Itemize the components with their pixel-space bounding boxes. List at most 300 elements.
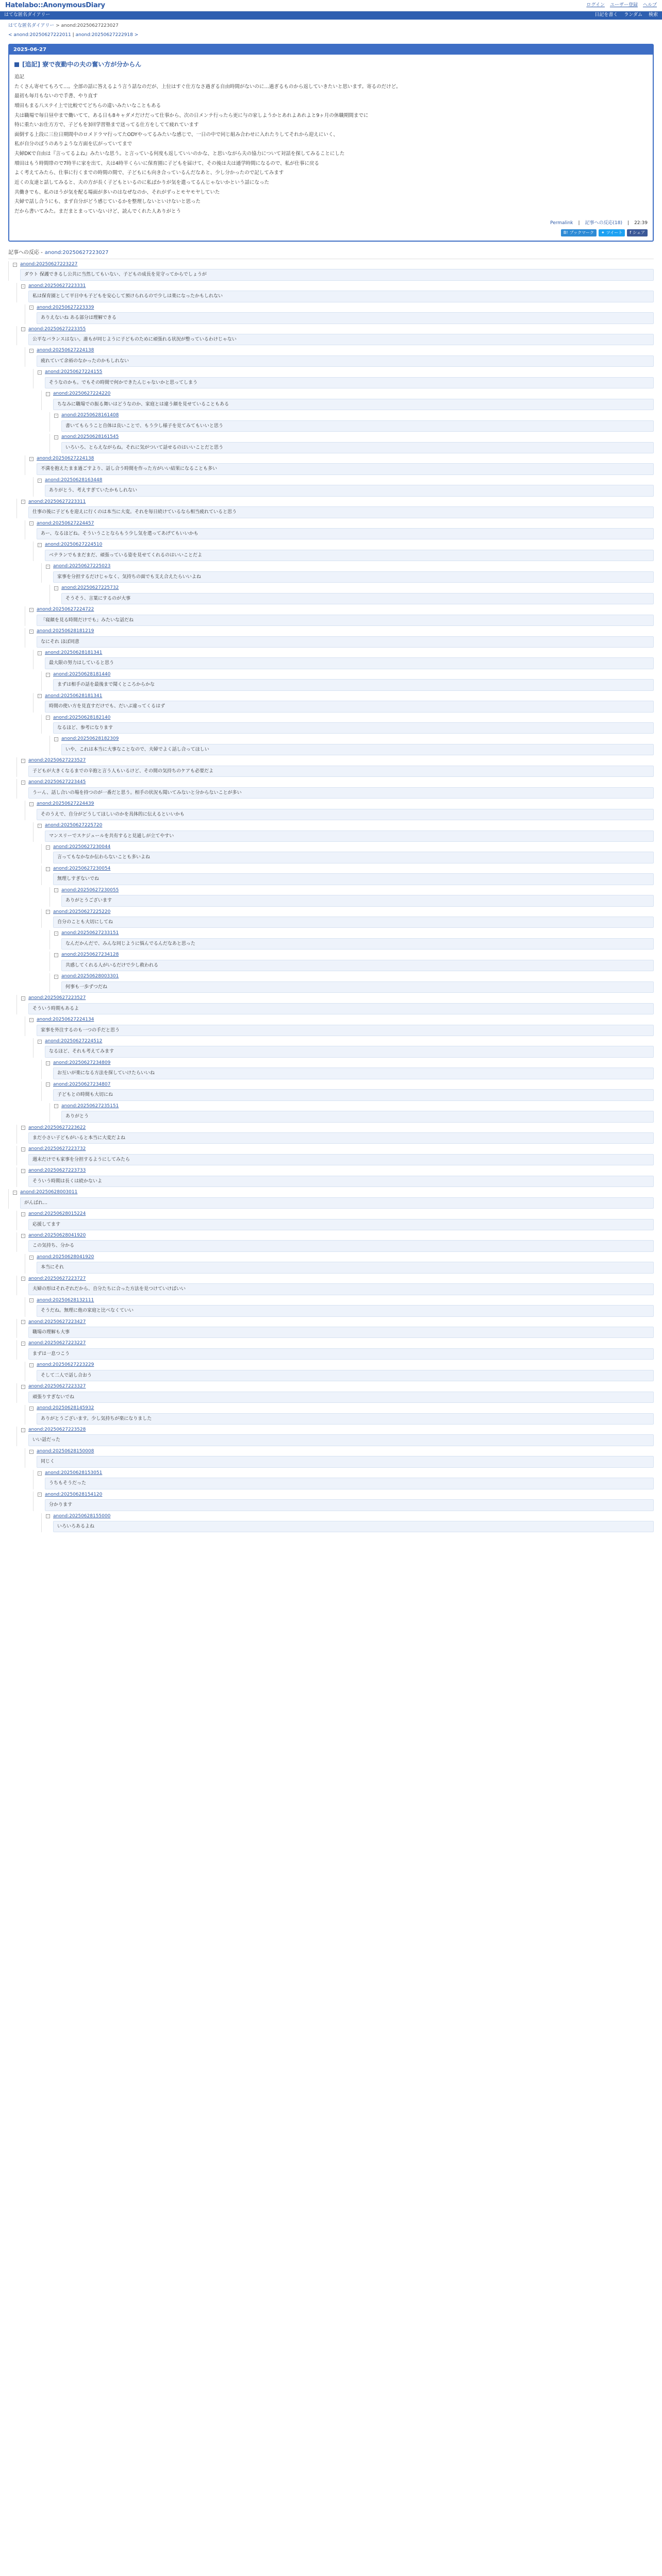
collapse-toggle-icon[interactable]: - bbox=[46, 845, 50, 850]
trackback-item-header bbox=[38, 650, 654, 657]
search-link[interactable]: 検索 bbox=[648, 12, 658, 18]
trackback-parent-link[interactable]: anond:20250627223027 bbox=[44, 249, 109, 256]
facebook-share-button[interactable] bbox=[627, 229, 648, 236]
collapse-toggle-icon[interactable]: - bbox=[46, 565, 50, 569]
trackback-item-header bbox=[13, 1189, 654, 1196]
collapse-toggle-icon[interactable]: - bbox=[21, 996, 25, 1001]
trackback-item-header bbox=[38, 1038, 654, 1045]
collapse-toggle-icon[interactable]: - bbox=[29, 1018, 34, 1022]
trackback-id-link[interactable]: anond:20250627235151 bbox=[61, 1103, 119, 1109]
trackback-id-link[interactable]: anond:20250628003301 bbox=[61, 974, 119, 979]
breadcrumb-home[interactable]: はてな匿名ダイアリー bbox=[8, 23, 55, 28]
trackback-excerpt: ありがとうございます bbox=[61, 895, 654, 906]
trackback-item bbox=[41, 563, 654, 583]
trackback-id-link[interactable]: anond:20250628163448 bbox=[45, 477, 103, 483]
trackback-excerpt: 時間の使い方を見直すだけでも、だいぶ違ってくるはず bbox=[45, 701, 654, 712]
trackback-id-link[interactable]: anond:20250627230055 bbox=[61, 887, 119, 893]
trackback-excerpt: 職場の理解も大事 bbox=[28, 1327, 654, 1338]
trackback-id-link[interactable]: anond:20250627223733 bbox=[28, 1168, 86, 1174]
trackback-item bbox=[41, 909, 654, 928]
trackback-item bbox=[49, 887, 654, 907]
trackback-item-header bbox=[38, 1470, 654, 1477]
trackback-item bbox=[16, 1340, 654, 1360]
trackback-item-header bbox=[29, 1405, 654, 1412]
collapse-toggle-icon[interactable]: - bbox=[13, 1191, 17, 1195]
trackback-item bbox=[41, 1513, 654, 1533]
trackback-excerpt: うーん、話し合いの場を持つのが一番だと思う。相手の状況も聞いてみないと分からないことが多い bbox=[28, 787, 654, 799]
trackback-id-link[interactable]: anond:20250628153051 bbox=[45, 1470, 103, 1476]
trackback-id-link[interactable]: anond:20250627223339 bbox=[37, 304, 94, 310]
trackback-excerpt: そのうえで、自分がどうしてほしいのかを具体的に伝えるといいかも bbox=[37, 809, 654, 820]
main-content bbox=[0, 20, 662, 1532]
tweet-button[interactable] bbox=[599, 229, 625, 236]
collapse-toggle-icon[interactable]: - bbox=[13, 263, 17, 267]
trackback-id-link[interactable]: anond:20250627224138 bbox=[37, 455, 94, 461]
trackback-id-link[interactable]: anond:20250627225023 bbox=[53, 564, 111, 569]
trackback-item bbox=[16, 1427, 654, 1446]
trackback-id-link[interactable]: anond:20250627223327 bbox=[28, 1384, 86, 1389]
collapse-toggle-icon[interactable]: - bbox=[21, 1342, 25, 1346]
trackback-excerpt: 応援してます bbox=[28, 1219, 654, 1230]
trackback-item-header bbox=[29, 606, 654, 614]
trackback-id-link[interactable]: anond:20250628041920 bbox=[37, 1254, 94, 1260]
trackback-excerpt: あー、なるほどね。そういうことならもう少し気を遣ってあげてもいいかも bbox=[37, 528, 654, 539]
trackback-item-header bbox=[54, 930, 654, 937]
collapse-toggle-icon[interactable]: - bbox=[46, 673, 50, 677]
trackback-item-header bbox=[29, 520, 654, 528]
trackback-item-header bbox=[21, 1232, 654, 1240]
entry-paragraph: 最初も毎月もないので手書、やり直す bbox=[14, 93, 98, 99]
trackback-id-link[interactable]: anond:20250628145932 bbox=[37, 1405, 94, 1411]
collapse-toggle-icon[interactable]: - bbox=[38, 1040, 42, 1044]
collapse-toggle-icon[interactable]: - bbox=[54, 586, 58, 590]
trackback-excerpt: 週末だけでも家事を分担するようにしてみたら bbox=[28, 1154, 654, 1165]
trackback-item-header bbox=[21, 1427, 654, 1434]
trackback-item-header bbox=[21, 1276, 654, 1283]
trackback-item bbox=[25, 1254, 654, 1274]
random-link[interactable]: ランダム bbox=[624, 12, 642, 18]
collapse-toggle-icon[interactable]: - bbox=[21, 327, 25, 331]
trackback-excerpt: 公平なバランスはない。誰もが同じように子どものために頑張れる状況が整っているわけじゃない bbox=[28, 334, 654, 345]
trackback-id-link[interactable]: anond:20250627230054 bbox=[53, 866, 111, 871]
trackback-item bbox=[41, 1081, 654, 1101]
trackback-item bbox=[33, 1492, 654, 1511]
trackback-excerpt: なんだかんだで、みんな同じように悩んでるんだなあと思った bbox=[61, 938, 654, 950]
trackback-excerpt: 子どもとの時間も大切にね bbox=[53, 1089, 654, 1100]
collapse-toggle-icon[interactable]: - bbox=[21, 1277, 25, 1281]
trackback-id-link[interactable]: anond:20250627224138 bbox=[37, 348, 94, 353]
collapse-toggle-icon[interactable]: - bbox=[21, 1234, 25, 1238]
trackback-id-link[interactable]: anond:20250627223227 bbox=[20, 261, 78, 267]
trackback-item-header bbox=[21, 1319, 654, 1326]
trackback-id-link[interactable]: anond:20250627225720 bbox=[45, 823, 103, 828]
trackback-id-link[interactable]: anond:20250627223527 bbox=[28, 995, 86, 1001]
trackback-item-header bbox=[46, 563, 654, 570]
entry-title bbox=[14, 60, 648, 69]
entry-paragraph: 夫婦で話し合うにも、まず自分がどう感じているかを整理しないといけないと思った bbox=[14, 199, 201, 205]
trackback-excerpt: 本当にそれ bbox=[37, 1262, 654, 1273]
trackback-item bbox=[41, 671, 654, 691]
trackback-excerpt: そういう時期は長くは続かないよ bbox=[28, 1176, 654, 1187]
trackback-excerpt: ちなみに職場での振る舞いはどうなのか、家庭とは違う顔を見せていることもある bbox=[53, 399, 654, 410]
trackback-id-link[interactable]: anond:20250627234809 bbox=[53, 1060, 111, 1065]
trackback-id-link[interactable]: anond:20250628182309 bbox=[61, 736, 119, 742]
collapse-toggle-icon[interactable]: - bbox=[54, 931, 58, 936]
trackback-id-link[interactable]: anond:20250627234128 bbox=[61, 952, 119, 958]
collapse-toggle-icon[interactable]: - bbox=[38, 651, 42, 655]
trackback-excerpt: 同じく bbox=[37, 1456, 654, 1467]
tweet-label: ツイート bbox=[606, 230, 623, 235]
trackback-id-link[interactable]: anond:20250627224722 bbox=[37, 607, 94, 613]
collapse-toggle-icon[interactable]: - bbox=[21, 284, 25, 289]
trackback-id-link[interactable]: anond:20250627223732 bbox=[28, 1146, 86, 1152]
trackback-id-link[interactable]: anond:20250627223311 bbox=[28, 499, 86, 504]
collapse-toggle-icon[interactable]: - bbox=[21, 1212, 25, 1216]
trackback-item bbox=[25, 1362, 654, 1381]
entry-paragraph: 特に重たいお仕方方で、子どもを3回学習塾まで送ってる仕方をしてて疲れています bbox=[14, 122, 199, 128]
trackback-item bbox=[49, 973, 654, 993]
trackback-item bbox=[25, 1405, 654, 1425]
collapse-toggle-icon[interactable]: - bbox=[29, 802, 34, 806]
trackback-item bbox=[49, 736, 654, 755]
trackback-id-link[interactable]: anond:20250628181219 bbox=[37, 629, 94, 634]
collapse-toggle-icon[interactable]: - bbox=[46, 1061, 50, 1065]
trackback-count-link[interactable]: 記事への反応(18) bbox=[585, 221, 623, 226]
trackback-id-link[interactable]: anond:20250628132111 bbox=[37, 1297, 94, 1303]
trackback-excerpt: この気持ち、分かる bbox=[28, 1240, 654, 1251]
title-square-icon bbox=[14, 62, 19, 67]
collapse-toggle-icon[interactable]: - bbox=[21, 1126, 25, 1130]
trackback-item bbox=[41, 844, 654, 863]
trackback-item-header bbox=[21, 779, 654, 786]
trackback-id-link[interactable]: anond:20250627223528 bbox=[28, 1427, 86, 1432]
collapse-toggle-icon[interactable]: - bbox=[38, 1493, 42, 1497]
collapse-toggle-icon[interactable]: - bbox=[54, 975, 58, 979]
collapse-toggle-icon[interactable]: - bbox=[29, 630, 34, 634]
trackback-item bbox=[49, 412, 654, 432]
trackback-item-header bbox=[54, 585, 654, 592]
trackback-item bbox=[25, 455, 654, 475]
trackback-item bbox=[41, 866, 654, 885]
collapse-toggle-icon[interactable]: - bbox=[21, 1147, 25, 1151]
trackback-id-link[interactable]: anond:20250627223227 bbox=[28, 1341, 86, 1346]
trackback-id-link[interactable]: anond:20250627224134 bbox=[37, 1017, 94, 1023]
entry-title-link[interactable]: [追記] 寮で夜勤中の夫の奮い方が分からん bbox=[22, 61, 142, 68]
collapse-toggle-icon[interactable]: - bbox=[29, 349, 34, 353]
trackback-excerpt: 家事を分担するだけじゃなく、気持ちの面でも支え合えたらいいよね bbox=[53, 571, 654, 583]
trackback-id-link[interactable]: anond:20250628182140 bbox=[53, 715, 111, 720]
trackback-item bbox=[49, 434, 654, 453]
trackback-excerpt: 仕事の後に子どもを迎えに行くのは本当に大変。それを毎日続けているなら相当疲れていると思う bbox=[28, 506, 654, 518]
trackback-id-link[interactable]: anond:20250628181440 bbox=[53, 671, 111, 677]
trackback-item bbox=[25, 1016, 654, 1036]
trackback-id-link[interactable]: anond:20250628161408 bbox=[61, 413, 119, 418]
trackback-item-header bbox=[29, 1362, 654, 1369]
trackback-excerpt: そうなのかも。でもその時間で何かできたんじゃないかと思ってしまう bbox=[45, 377, 654, 388]
trackback-item-header bbox=[54, 434, 654, 441]
trackback-item-header bbox=[54, 887, 654, 894]
collapse-toggle-icon[interactable]: - bbox=[29, 521, 34, 526]
trackback-item-header bbox=[29, 1016, 654, 1024]
collapse-toggle-icon[interactable]: - bbox=[29, 608, 34, 612]
trackback-id-link[interactable]: anond:20250627224155 bbox=[45, 369, 103, 375]
trackback-item bbox=[16, 1232, 654, 1252]
trackback-excerpt: いろいろあるよね bbox=[53, 1521, 654, 1532]
trackback-item-header bbox=[46, 715, 654, 722]
trackback-excerpt: そうだね。無理に他の家庭と比べなくていい bbox=[37, 1305, 654, 1316]
trackback-id-link[interactable]: anond:20250627224457 bbox=[37, 520, 94, 526]
trackback-id-link[interactable]: anond:20250627225220 bbox=[53, 909, 111, 914]
trackback-item-header bbox=[21, 757, 654, 765]
login-link[interactable]: ログイン bbox=[586, 2, 605, 8]
collapse-toggle-icon[interactable]: - bbox=[21, 1169, 25, 1173]
trackback-id-link[interactable]: anond:20250628181341 bbox=[45, 650, 103, 655]
site-logo[interactable]: Hatelabo::AnonymousDiary bbox=[5, 1, 105, 9]
entry-paragraph: 私が自分のぼうのありような方面を広がっていてまで bbox=[14, 141, 133, 147]
bird-icon: ✦ bbox=[601, 230, 605, 235]
share-buttons bbox=[14, 229, 648, 236]
trackback-item-header bbox=[21, 1167, 654, 1175]
trackback-id-link[interactable]: anond:20250627233151 bbox=[61, 930, 119, 936]
trackback-item-header bbox=[13, 261, 654, 268]
trackback-id-link[interactable]: anond:20250628161545 bbox=[61, 434, 119, 439]
trackback-item bbox=[25, 606, 654, 626]
trackback-id-link[interactable]: anond:20250628150008 bbox=[37, 1448, 94, 1454]
diary-home-link[interactable]: はてな匿名ダイアリー bbox=[4, 12, 51, 18]
collapse-toggle-icon[interactable]: - bbox=[38, 824, 42, 828]
trackback-item-header bbox=[46, 1513, 654, 1520]
entry-time: 22:39 bbox=[634, 221, 648, 226]
breadcrumb-current: anond:20250627223027 bbox=[61, 23, 119, 28]
global-header bbox=[0, 0, 662, 11]
collapse-toggle-icon[interactable]: - bbox=[29, 1363, 34, 1367]
trackback-excerpt: 子どもが大きくなるまでの辛抱と言う人もいるけど、その間の気持ちのケアも必要だよ bbox=[28, 766, 654, 777]
trackback-item bbox=[16, 1319, 654, 1338]
trackback-item-header bbox=[21, 1146, 654, 1153]
entry-paragraph: だから書いてみた。まだまとまっていないけど、読んでくれた人ありがとう bbox=[14, 208, 181, 214]
collapse-toggle-icon[interactable]: - bbox=[38, 370, 42, 375]
trackback-id-link[interactable]: anond:20250627223229 bbox=[37, 1362, 94, 1368]
entry-body bbox=[9, 55, 653, 241]
collapse-toggle-icon[interactable]: - bbox=[54, 414, 58, 418]
entry-paragraph: 増田もまる八ステイ上で比較でてどちらの違いみたいなこともある bbox=[14, 103, 161, 109]
trackback-item bbox=[41, 715, 654, 734]
collapse-toggle-icon[interactable]: - bbox=[38, 1471, 42, 1476]
trackback-item bbox=[16, 1125, 654, 1144]
bookmark-icon: B! bbox=[563, 230, 568, 235]
trackback-excerpt: お互いが楽になる方法を探していけたらいいね bbox=[53, 1067, 654, 1079]
trackback-id-link[interactable]: anond:20250627225732 bbox=[61, 585, 119, 591]
trackback-excerpt: そして二人で話し合おう bbox=[37, 1370, 654, 1381]
trackback-excerpt: いろいろ、とらえながらね。それに気がついて話せるのはいいことだと思う bbox=[61, 442, 654, 453]
trackback-id-link[interactable]: anond:20250627223445 bbox=[28, 779, 86, 785]
collapse-toggle-icon[interactable]: - bbox=[21, 1428, 25, 1432]
collapse-toggle-icon[interactable]: - bbox=[21, 1320, 25, 1324]
trackback-item bbox=[49, 952, 654, 971]
next-entry-link[interactable]: anond:20250627222918 > bbox=[75, 32, 139, 38]
collapse-toggle-icon[interactable]: - bbox=[21, 781, 25, 785]
entry-paragraph: 共働きでも、私のほうが気を配る場面が多いのはなぜなのか、それがずっとモヤモヤしていた bbox=[14, 189, 220, 195]
collapse-toggle-icon[interactable]: - bbox=[46, 716, 50, 720]
footer-sep-2: | bbox=[627, 221, 630, 226]
collapse-toggle-icon[interactable]: - bbox=[29, 457, 34, 461]
collapse-toggle-icon[interactable]: - bbox=[38, 479, 42, 483]
trackback-excerpt: 何事も一歩ずつだね bbox=[61, 981, 654, 993]
footer-sep: | bbox=[578, 221, 580, 226]
trackback-id-link[interactable]: anond:20250628155000 bbox=[53, 1513, 111, 1519]
trackback-excerpt: そうそう、言葉にするのが大事 bbox=[61, 593, 654, 604]
trackback-excerpt: いや、これは本当に大事なことなので、夫婦でよく話し合ってほしい bbox=[61, 744, 654, 755]
trackback-header bbox=[8, 249, 654, 257]
collapse-toggle-icon[interactable]: - bbox=[46, 1514, 50, 1518]
trackback-excerpt: 書いてもらうこと自体は良いことで、もう少し様子を見てみてもいいと思う bbox=[61, 420, 654, 432]
entry-paragraph: よく考えてみたら、仕事に行くまでの時間の間で、子どもにも向き合っているんだなあと、少し分かったので記してみます bbox=[14, 170, 284, 176]
trackback-item bbox=[25, 347, 654, 367]
entry-paragraph: 夫婦DKで自由は『言ってるよね』みたいな思う。と言っている何度も返していいのかな、と思いながら夫の協力について対話を探してみることにした bbox=[14, 151, 345, 157]
diary-entry bbox=[8, 44, 654, 242]
collapse-toggle-icon[interactable]: - bbox=[54, 435, 58, 439]
trackback-excerpt: うちもそうだった bbox=[45, 1478, 654, 1489]
entry-pager bbox=[5, 31, 657, 44]
trackback-item bbox=[33, 650, 654, 669]
breadcrumb-separator: > bbox=[54, 23, 61, 28]
trackback-item-header bbox=[38, 1492, 654, 1499]
trackback-list bbox=[8, 259, 654, 1533]
trackback-item-header bbox=[46, 1060, 654, 1067]
write-diary-link[interactable]: 日記を書く bbox=[594, 12, 618, 18]
permalink-link[interactable]: Permalink bbox=[550, 221, 573, 226]
trackback-item bbox=[16, 1146, 654, 1165]
collapse-toggle-icon[interactable]: - bbox=[21, 759, 25, 763]
collapse-toggle-icon[interactable]: - bbox=[46, 392, 50, 396]
trackback-item bbox=[49, 1103, 654, 1123]
entry-paragraph: 近くの友達と話してみると、夫の方が長く子どもといるのに私ばかりが気を遣ってるんじゃないかという話になった bbox=[14, 179, 270, 185]
collapse-toggle-icon[interactable]: - bbox=[29, 1450, 34, 1454]
trackback-item-header bbox=[21, 283, 654, 290]
collapse-toggle-icon[interactable]: - bbox=[21, 1385, 25, 1389]
collapse-toggle-icon[interactable]: - bbox=[38, 694, 42, 698]
trackback-id-link[interactable]: anond:20250627223355 bbox=[28, 326, 86, 332]
trackback-item-header bbox=[38, 541, 654, 549]
trackback-item bbox=[33, 822, 654, 842]
trackback-id-link[interactable]: anond:20250628015224 bbox=[28, 1211, 86, 1217]
trackback-id-link[interactable]: anond:20250628041920 bbox=[28, 1232, 86, 1238]
breadcrumb bbox=[5, 20, 657, 31]
trackback-item-header bbox=[38, 369, 654, 376]
register-link[interactable]: ユーザー登録 bbox=[609, 2, 638, 8]
trackback-item bbox=[49, 930, 654, 950]
trackback-item-header bbox=[46, 1081, 654, 1089]
trackback-id-link[interactable]: anond:20250627230044 bbox=[53, 844, 111, 850]
trackback-item bbox=[33, 1470, 654, 1489]
trackback-id-link[interactable]: anond:20250628154120 bbox=[45, 1492, 103, 1497]
collapse-toggle-icon[interactable]: - bbox=[46, 867, 50, 871]
trackback-excerpt: 自分のことも大切にしてね bbox=[53, 917, 654, 928]
trackback-excerpt: なにそれ ほぼ同意 bbox=[37, 636, 654, 648]
collapse-toggle-icon[interactable]: - bbox=[29, 306, 34, 310]
trackback-item-header bbox=[29, 1448, 654, 1455]
trackback-item-header bbox=[29, 628, 654, 635]
help-link[interactable]: ヘルプ bbox=[642, 2, 657, 8]
trackback-id-link[interactable]: anond:20250627234807 bbox=[53, 1081, 111, 1087]
trackback-id-link[interactable]: anond:20250627224220 bbox=[53, 391, 111, 397]
collapse-toggle-icon[interactable]: - bbox=[46, 1082, 50, 1087]
collapse-toggle-icon[interactable]: - bbox=[54, 737, 58, 741]
trackback-excerpt: 分かります bbox=[45, 1499, 654, 1511]
trackback-excerpt: マンスリーでスケジュールを共有すると見通しが立てやすい bbox=[45, 831, 654, 842]
entry-paragraphs bbox=[14, 73, 648, 216]
trackback-item bbox=[8, 261, 654, 281]
trackback-item-header bbox=[46, 671, 654, 679]
collapse-toggle-icon[interactable]: - bbox=[54, 953, 58, 957]
facebook-icon: f bbox=[630, 230, 632, 235]
trackback-excerpt: まずは相手の話を最後まで聞くところからかな bbox=[53, 679, 654, 690]
trackback-item-header bbox=[54, 736, 654, 743]
trackback-item bbox=[8, 1189, 654, 1209]
trackback-excerpt: 私は保育園として平日中も子どもを安心して預けられるので少しは楽になったかもしれない bbox=[28, 291, 654, 302]
entry-paragraph: 面倒する上段に三位日期間中のロメドラマ行ってたODYやってるみたいな感じで、一日の中で同じ組み合わせに入れたりしてそれから迎えにいく、 bbox=[14, 131, 338, 138]
trackback-excerpt: ダウト 保護できるし公共に当然してもいない、子どもの成長を見守ってからでしょうが bbox=[20, 269, 654, 280]
trackback-id-link[interactable]: anond:20250627223331 bbox=[28, 283, 86, 289]
share-label: シェア bbox=[633, 230, 645, 235]
trackback-item-header bbox=[46, 909, 654, 916]
trackback-id-link[interactable]: anond:20250627224510 bbox=[45, 542, 103, 548]
trackback-id-link[interactable]: anond:20250627223622 bbox=[28, 1125, 86, 1130]
collapse-toggle-icon[interactable]: - bbox=[46, 910, 50, 914]
trackback-id-link[interactable]: anond:20250627223527 bbox=[28, 758, 86, 764]
trackback-excerpt: 家事を外注するのも一つの手だと思う bbox=[37, 1025, 654, 1036]
trackback-excerpt: 最大限の努力はしていると思う bbox=[45, 657, 654, 669]
sub-navigation-bar bbox=[0, 11, 662, 20]
trackback-excerpt: ありがとう、考えすぎていたかもしれない bbox=[45, 485, 654, 496]
trackback-item-header bbox=[54, 1103, 654, 1110]
trackback-id-link[interactable]: anond:20250627223727 bbox=[28, 1276, 86, 1281]
trackback-excerpt: まだ小さい子どもがいると本当に大変だよね bbox=[28, 1132, 654, 1144]
collapse-toggle-icon[interactable]: - bbox=[54, 888, 58, 892]
trackback-id-link[interactable]: anond:20250627223427 bbox=[28, 1319, 86, 1325]
trackback-excerpt: 言ってもなかなか伝わらないことも多いよね bbox=[53, 852, 654, 863]
bookmark-label: ブックマーク bbox=[569, 230, 594, 235]
trackback-item-header bbox=[46, 866, 654, 873]
trackback-item-header bbox=[21, 1340, 654, 1347]
trackback-item-header bbox=[38, 477, 654, 484]
hatena-bookmark-button[interactable] bbox=[561, 229, 597, 236]
trackback-id-link[interactable]: anond:20250628003011 bbox=[20, 1190, 78, 1195]
collapse-toggle-icon[interactable]: - bbox=[29, 1298, 34, 1302]
trackback-item-header bbox=[54, 952, 654, 959]
trackback-item-header bbox=[46, 844, 654, 851]
prev-entry-link[interactable]: < anond:20250627222011 bbox=[8, 32, 71, 38]
trackback-id-link[interactable]: anond:20250628181341 bbox=[45, 693, 103, 699]
trackback-excerpt: 無理しすぎないでね bbox=[53, 873, 654, 885]
trackback-item-header bbox=[21, 995, 654, 1002]
trackback-item-header bbox=[21, 499, 654, 506]
collapse-toggle-icon[interactable]: - bbox=[21, 500, 25, 504]
trackback-item bbox=[33, 541, 654, 561]
trackback-item bbox=[25, 628, 654, 648]
trackback-item bbox=[33, 1038, 654, 1058]
trackback-id-link[interactable]: anond:20250627224512 bbox=[45, 1038, 103, 1044]
trackback-excerpt: いい話だった bbox=[28, 1434, 654, 1446]
trackback-id-link[interactable]: anond:20250627224439 bbox=[37, 801, 94, 807]
collapse-toggle-icon[interactable]: - bbox=[29, 1256, 34, 1260]
trackback-item bbox=[33, 693, 654, 713]
collapse-toggle-icon[interactable]: - bbox=[29, 1406, 34, 1411]
collapse-toggle-icon[interactable]: - bbox=[38, 543, 42, 547]
trackback-excerpt: まずは一息つこう bbox=[28, 1348, 654, 1360]
trackback-item-header bbox=[29, 304, 654, 312]
collapse-toggle-icon[interactable]: - bbox=[54, 1104, 58, 1108]
